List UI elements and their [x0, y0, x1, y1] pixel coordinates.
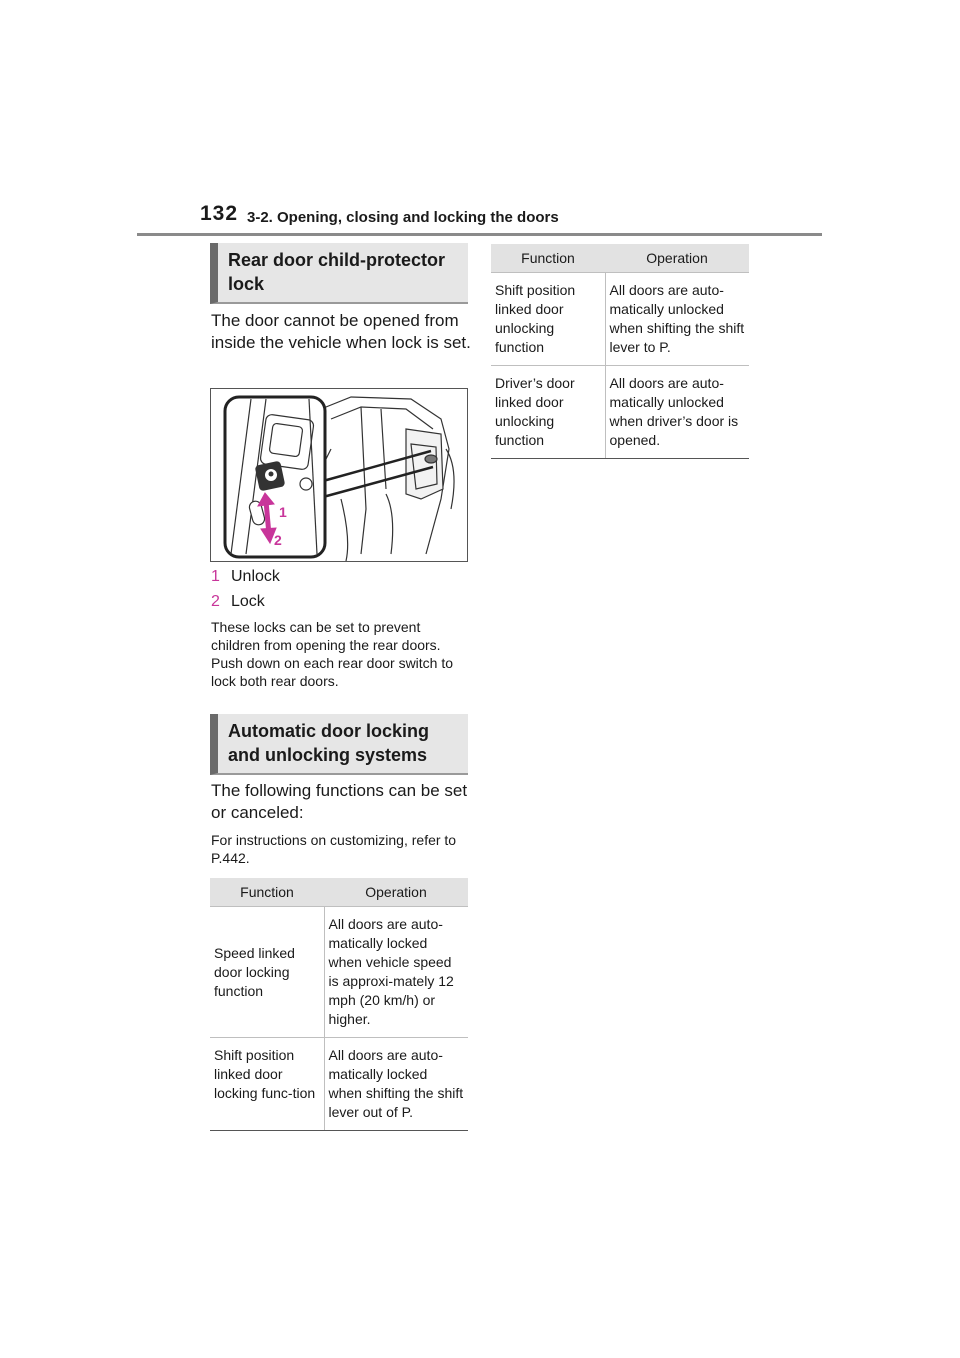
section-title: 3-2. Opening, closing and locking the doors: [247, 209, 559, 226]
legend-number: 1: [211, 568, 220, 585]
operation-cell: All doors are auto-matically unlocked when shifting the shift lever to P.: [605, 273, 749, 366]
child-lock-heading-text: Rear door child-protector lock: [228, 250, 446, 294]
table-row: [210, 1038, 468, 1131]
diagram-label-unlock: 1: [279, 504, 287, 520]
child-lock-illustration: [210, 388, 468, 562]
auto-lock-heading: [210, 714, 468, 775]
table-header-row: [491, 244, 749, 273]
function-cell: Shift position linked door locking func-tion: [210, 1038, 324, 1131]
child-lock-note: These locks can be set to prevent children from opening the rear doors. Push down on each rear door switch to lock both rear doors.: [211, 619, 454, 689]
function-cell: Driver’s door linked door unlocking function: [491, 366, 605, 459]
legend-number: 2: [211, 593, 220, 610]
operation-cell: All doors are auto-matically locked when shifting the shift lever out of P.: [324, 1038, 468, 1131]
child-lock-heading: [210, 243, 468, 304]
function-cell: Shift position linked door unlocking function: [491, 273, 605, 366]
diagram-label-lock: 2: [274, 532, 282, 548]
auto-lock-heading-text: Automatic door locking and unlocking systems: [228, 721, 430, 765]
unlocking-functions-table: [491, 244, 749, 459]
table-header-row: [210, 878, 468, 907]
header-divider: [137, 233, 822, 236]
auto-lock-note: For instructions on customizing, refer to P.442.: [211, 832, 457, 866]
page-number: 132: [200, 202, 239, 225]
legend-item-lock: [211, 592, 265, 612]
table-row: [491, 366, 749, 459]
column-header-function: Function: [210, 878, 324, 907]
child-lock-intro: The door cannot be opened from inside the vehicle when lock is set.: [211, 311, 471, 352]
operation-cell: All doors are auto-matically unlocked when driver’s door is opened.: [605, 366, 749, 459]
auto-lock-intro: The following functions can be set or canceled:: [211, 781, 468, 822]
function-cell: Speed linked door locking function: [210, 907, 324, 1038]
legend-label: Lock: [231, 593, 265, 610]
door-lock-diagram: [211, 389, 468, 562]
column-header-operation: Operation: [324, 878, 468, 907]
column-header-function: Function: [491, 244, 605, 273]
table-row: [491, 273, 749, 366]
table-row: [210, 907, 468, 1038]
operation-cell: All doors are auto-matically locked when vehicle speed is approxi-mately 12 mph (20 km/h) or higher.: [324, 907, 468, 1038]
column-header-operation: Operation: [605, 244, 749, 273]
legend-label: Unlock: [231, 568, 280, 585]
legend-item-unlock: [211, 567, 280, 587]
locking-functions-table: [210, 878, 468, 1131]
